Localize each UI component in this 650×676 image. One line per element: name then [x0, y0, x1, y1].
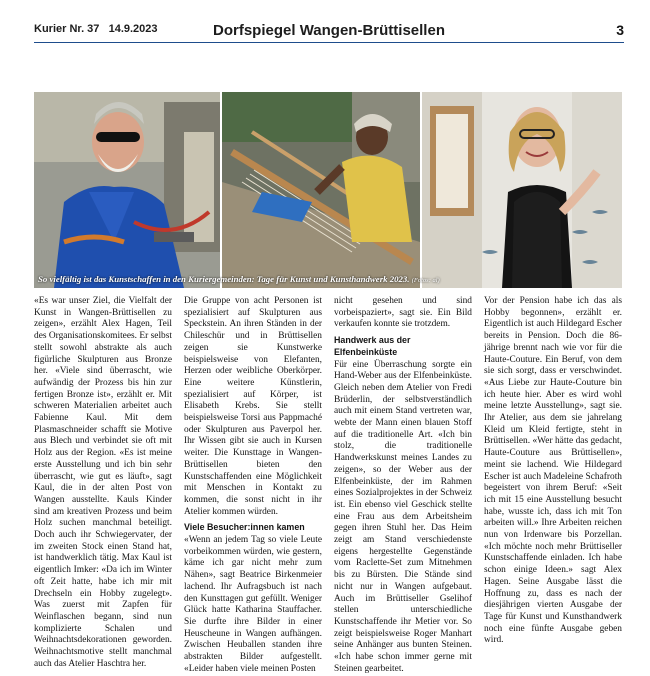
article-column-1 — [34, 296, 172, 669]
article-column-3 — [334, 296, 472, 674]
photo-artist-with-frame — [422, 92, 622, 288]
paragraph: Die Gruppe von acht Personen ist spezialisiert auf Skulpturen aus Speckstein. An ihren Ständen in der Chileschür und in Brüttisellen zeigen sie Kunstwerke beispielsweise von Elefanten, Herzen oder weibliche Oberkörper. Eine weitere Künstlerin, spezialisiert auf Körper, ist Elisabeth Krebs. Sie stellt beispielsweise Torsi aus Pappmaché oder Skulpturen aus Paverpol her. Ihr Wissen gibt sie auch in Kursen weiter. Die Kunsttage in Wangen-Brüttisellen bieten den Kunstschaffenden eine Möglichkeit mit Menschen in Kontakt zu kommen, die sonst nicht in ihr Atelier kommen würden. — [184, 296, 322, 517]
issue-number: Kurier Nr. 37 — [34, 23, 100, 35]
photo-weaver-at-loom — [222, 92, 420, 288]
photo-caption — [38, 274, 616, 284]
paragraph: Vor der Pension habe ich das als Hobby begonnen», erzählt er. Eigentlich ist auch Hildegard Escher bereits in Pension. Doch die 86-jährige brennt nach wie vor für die Haute-Couture. Ein Beruf, von dem sie sich sorgt, dass er verschwindet. «Aus Liebe zur Haute-Couture bin ich heute hier. Aber es wird wohl meine letzte Ausstellung», sagt sie. Ihr Atelier, aus dem sie jahrelang Kleid um Kleid fertigte, steht in Brüttisellen. «Wer hätte das gedacht, Haute-Couture aus Brüttisellen», meint sie lachend. Wie Hildegard Escher ist auch Madeleine Schafroth begeistert von ihrem Beruf: «Seit ich mit 15 eine Ausstellung besucht habe, wusste ich, dass ich mit Ton arbeiten will.» Ihre Arbeiten reichen nun von Irdenware bis Porzellan. «Ich möchte noch mehr Brüttiseller Kunstschaffende einladen. Ich habe schon einige Ideen.» sagt Alex Hagen. Seine Ausgabe lässt die Hoffnung zu, dass es nach der diesjährigen vierten Ausgabe der Tage für Kunst und Kunsthandwerk noch eine fünfte Ausgabe geben wird. — [484, 296, 622, 646]
photo-strip — [34, 92, 622, 288]
paragraph: nicht gesehen und sind vorbeispaziert», sagt sie. Ein Bild verkaufen konnte sie trotzdem. — [334, 296, 472, 330]
caption-text: So vielfältig ist das Kunstschaffen in den Kuriergemeinden: Tage für Kunst und Kunsthandwerk 2023. — [38, 274, 410, 284]
newspaper-title: Dorfspiegel Wangen-Brüttisellen — [213, 22, 445, 39]
photo-credit: (Fotos: al) — [411, 277, 440, 284]
subheading: Viele Besucher:innen kamen — [184, 522, 305, 533]
page-header — [34, 22, 624, 43]
subheading: Handwerk aus der Elfenbeinküste — [334, 335, 411, 357]
photo-sculptor-with-torch — [34, 92, 220, 288]
paragraph: Für eine Überraschung sorgte ein Hand-Weber aus der Elfenbeinküste. Gleich neben dem Atelier von Fredi Brüderlin, der selbstverständlich auch mit einem Stand vertreten war, webte der Mann einen blauen Stoff auf die traditionelle Art. «Ich bin stolz, die traditionelle Handwerkskunst meines Landes zu zeigen», so der Weber aus der Elfenbeinküste, der im Rahmen eines Sozialprojektes in der Schweiz ist. Ein ebenso viel Geschick stellte eine Frau aus dem Arbeitsheim gegen ihren Stuhl her. Das Heim zeigt am Stand verschiedenste eigens hergestellte Gegenstände vom Raclette-Set zum Mitnehmen bis zu Bürsten. Die Stände sind nicht nur in Wangen aufgebaut. Auch im Brüttiseller Gselihof stellen unterschiedliche Kunstschaffende ihr Metier vor. So zeigt beispielsweise Roger Manhart seine Anhänger aus bunten Steinen. «Ich habe schon immer gerne mit Steinen gearbeitet. — [334, 359, 472, 674]
issue-date: 14.9.2023 — [108, 23, 158, 35]
article-column-2 — [184, 296, 322, 674]
paragraph: «Wenn an jedem Tag so viele Leute vorbeikommen würden, wie gestern, käme ich gar nicht mehr zum Nähen», sagt Beatrice Birkenmeier lachend. Ihr Aufragsbuch ist nach den Kunsttagen gut gefüllt. Weniger Glück hatte Katharina Stauffacher. Sie durfte ihre Bilder in einer Heuscheune in Wangen aufhängen. Zwischen Heuballen standen ihre abstrakten Bilder aufgestellt. «Leider haben viele meinen Posten — [184, 535, 322, 674]
paragraph: «Es war unser Ziel, die Vielfalt der Kunst in Wangen-Brüttisellen zu zeigen», erzählt Alex Hagen, Teil des Organisationskomitees. Er selbst stellt sowohl abstrakte als auch figürliche Skulpturen aus Bronze her. «Viele sind überrascht, wie aufwändig der Prozess bis hin zur fertigen Bronze ist», erzählt er. Mit schweren Materialien arbeitet auch Fabienne Kaul. Mit dem Plasmaschneider schafft sie Motive aus Blech und verbindet sie oft mit Holz aus der Region. «Es ist meine erste Ausstellung und ich bin sehr überrascht, wie gut es läuft», sagt Kaul, die in der alten Post von Wangen ausstellte. Kauls Kinder sind am kreativen Prozess und beim Holz suchen manchmal beteiligt. Doch auch ihr Schwiegervater, der im zweiten Stock einen Stand hat, ist handwerklich tätig. Max Kaul ist eigentlich Imker: «Da ich im Winter oft Zeit hatte, habe ich mir mit Drechseln ein Hobby zugelegt». Was zuerst mit Zapfen für Weinflaschen begann, sind nun komplizierte Schalen und Weihnachtsdekorationen geworden. Weihnachtsmotive stellt manchmal auch das Atelier Haschtra her. — [34, 296, 172, 669]
page-number: 3 — [616, 22, 624, 38]
article-column-4 — [484, 296, 622, 644]
